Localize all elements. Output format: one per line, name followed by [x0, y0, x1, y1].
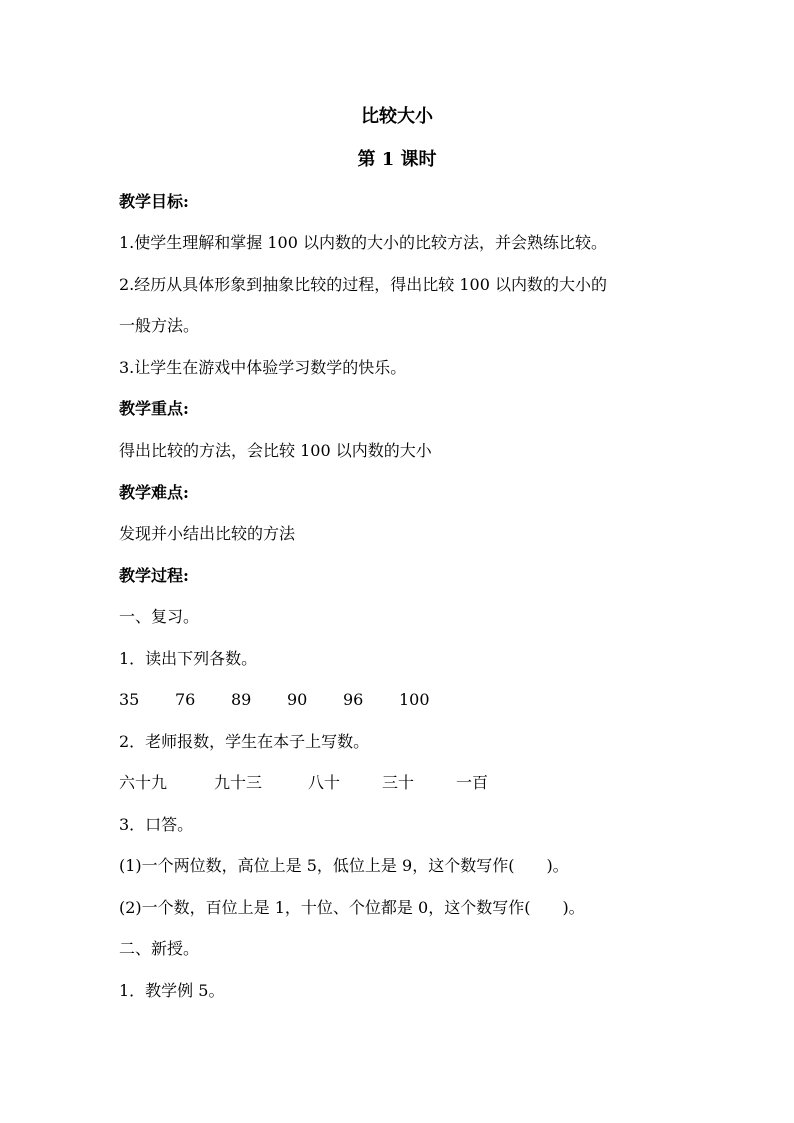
word-item: 八十 [308, 773, 341, 792]
word-item: 九十三 [214, 773, 263, 792]
review-question-2: 2．老师报数，学生在本子上写数。 [119, 732, 370, 751]
objective-item-3: 3.让学生在游戏中体验学习数学的快乐。 [119, 358, 407, 377]
page-subtitle: 第 1 课时 [357, 149, 437, 170]
objective-item-2-cont: 一般方法。 [119, 316, 200, 335]
difficulties-text: 发现并小结出比较的方法 [119, 524, 296, 543]
review-question-3-2: (2)一个数，百位上是 1，十位、个位都是 0，这个数写作( )。 [119, 898, 585, 917]
review-question-3-1: (1)一个两位数，高位上是 5，低位上是 9，这个数写作( )。 [119, 856, 569, 875]
number-item: 35 [119, 690, 140, 709]
number-item: 76 [175, 690, 196, 709]
difficulties-heading: 教学难点: [119, 483, 189, 502]
number-item: 96 [343, 690, 364, 709]
key-points-heading: 教学重点: [119, 399, 189, 418]
word-item: 一百 [456, 773, 489, 792]
new-lesson-item-1: 1．教学例 5。 [119, 981, 225, 1000]
process-heading: 教学过程: [119, 566, 189, 585]
review-question-3: 3．口答。 [119, 815, 194, 834]
word-item: 六十九 [119, 773, 168, 792]
new-lesson-heading: 二、新授。 [119, 939, 200, 958]
number-item: 89 [231, 690, 252, 709]
number-item: 100 [399, 690, 430, 709]
objective-item-1: 1.使学生理解和掌握 100 以内数的大小的比较方法，并会熟练比较。 [119, 233, 607, 252]
key-points-text: 得出比较的方法，会比较 100 以内数的大小 [119, 441, 432, 460]
objectives-heading: 教学目标: [119, 192, 189, 211]
word-item: 三十 [382, 773, 415, 792]
page-title: 比较大小 [361, 106, 433, 127]
review-heading: 一、复习。 [119, 607, 200, 626]
review-question-1: 1．读出下列各数。 [119, 649, 258, 668]
objective-item-2: 2.经历从具体形象到抽象比较的过程，得出比较 100 以内数的大小的 [119, 275, 607, 294]
number-item: 90 [287, 690, 308, 709]
